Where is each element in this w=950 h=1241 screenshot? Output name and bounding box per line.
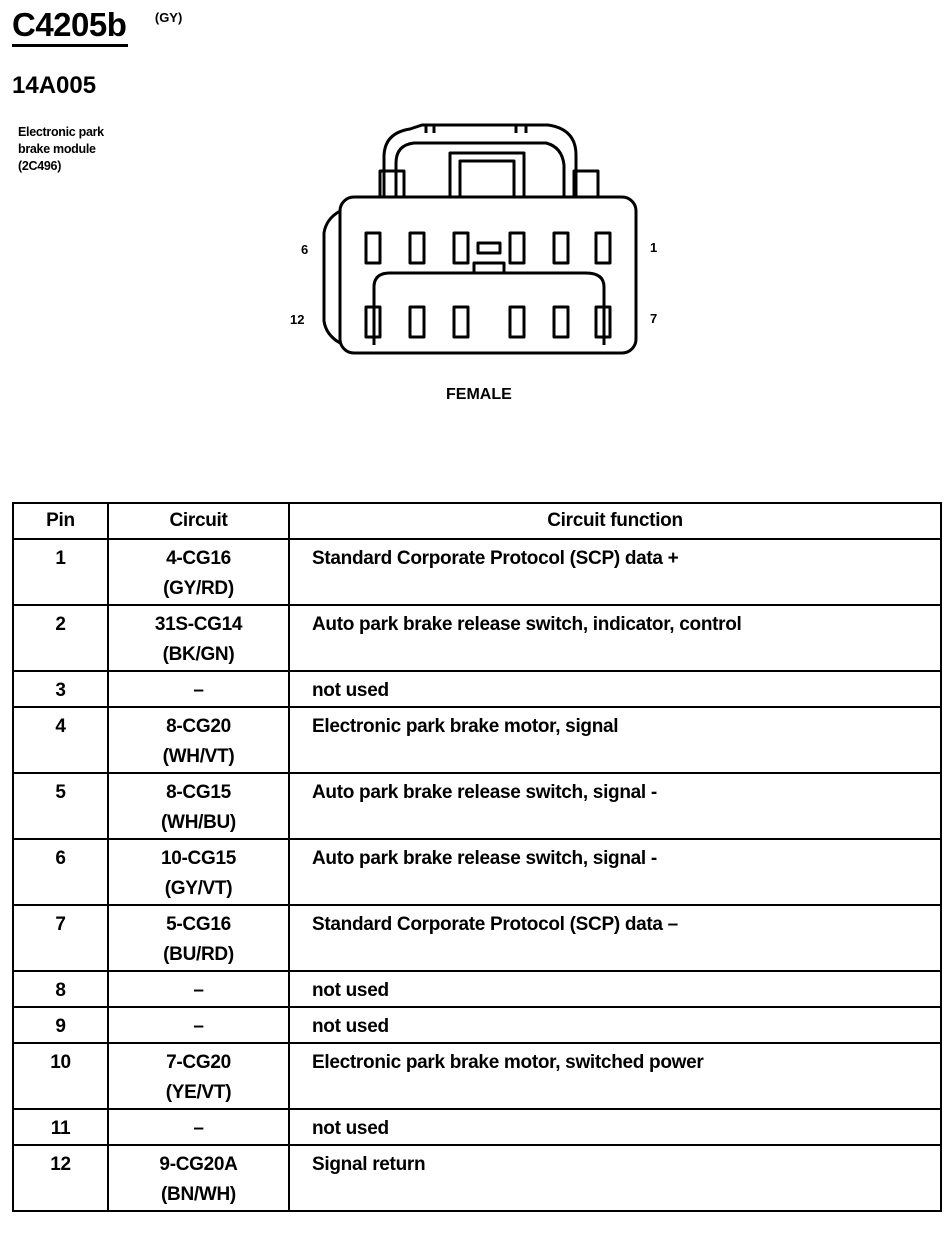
component-description — [18, 124, 158, 175]
circuit-cell — [108, 773, 289, 839]
table-row — [13, 707, 941, 773]
circuit-id: – — [193, 680, 204, 701]
circuit-id: 8-CG15 — [166, 782, 231, 803]
wire-color: (WH/BU) — [161, 812, 236, 833]
wire-color: (YE/VT) — [165, 1082, 232, 1103]
component-line: (2C496) — [18, 159, 62, 173]
pin-cell: 1 — [13, 539, 108, 605]
terminal-cavity — [366, 233, 380, 263]
table-header-row — [13, 503, 941, 539]
function-cell: Standard Corporate Protocol (SCP) data + — [289, 539, 941, 605]
wire-color: (BN/WH) — [161, 1184, 236, 1205]
table-row — [13, 671, 941, 707]
circuit-cell — [108, 1109, 289, 1145]
table-row — [13, 539, 941, 605]
function-cell: not used — [289, 671, 941, 707]
table-row — [13, 773, 941, 839]
circuit-cell — [108, 539, 289, 605]
circuit-cell — [108, 1007, 289, 1043]
pin-cell: 4 — [13, 707, 108, 773]
terminal-cavity — [554, 307, 568, 337]
pin-cell: 7 — [13, 905, 108, 971]
pin-cell: 10 — [13, 1043, 108, 1109]
circuit-id: – — [193, 1118, 204, 1139]
circuit-id: 4-CG16 — [166, 548, 231, 569]
function-cell: not used — [289, 971, 941, 1007]
function-cell: Auto park brake release switch, signal - — [289, 773, 941, 839]
circuit-id: 7-CG20 — [166, 1052, 231, 1073]
pin-cell: 8 — [13, 971, 108, 1007]
circuit-cell — [108, 671, 289, 707]
circuit-id: – — [193, 1016, 204, 1037]
header-pin: Pin — [13, 503, 108, 539]
pinout-table — [12, 502, 942, 1212]
terminal-cavity — [554, 233, 568, 263]
circuit-cell — [108, 605, 289, 671]
wire-color: (BK/GN) — [162, 644, 235, 665]
connector-id: C4205b — [12, 6, 128, 47]
table-row — [13, 839, 941, 905]
table-row — [13, 971, 941, 1007]
circuit-id: 8-CG20 — [166, 716, 231, 737]
part-number: 14A005 — [12, 72, 97, 99]
wire-color: (GY/RD) — [163, 578, 234, 599]
pin-label-top-right: 1 — [650, 240, 658, 255]
pin-label-bottom-right: 7 — [650, 311, 658, 326]
header-circuit: Circuit — [108, 503, 289, 539]
table-row — [13, 605, 941, 671]
circuit-id: – — [193, 980, 204, 1001]
table-row — [13, 1109, 941, 1145]
function-cell: Auto park brake release switch, signal - — [289, 839, 941, 905]
latch-tab — [574, 171, 598, 197]
housing-side-rib — [324, 211, 340, 343]
connector-face-diagram — [310, 115, 650, 365]
function-cell: not used — [289, 1109, 941, 1145]
terminal-cavity — [454, 307, 468, 337]
component-line: brake module — [18, 142, 96, 156]
function-cell: not used — [289, 1007, 941, 1043]
function-cell: Electronic park brake motor, switched power — [289, 1043, 941, 1109]
function-cell: Signal return — [289, 1145, 941, 1211]
table-row — [13, 1007, 941, 1043]
circuit-id: 9-CG20A — [159, 1154, 238, 1175]
table-row — [13, 905, 941, 971]
function-cell: Standard Corporate Protocol (SCP) data – — [289, 905, 941, 971]
terminal-cavity — [410, 233, 424, 263]
pin-cell: 9 — [13, 1007, 108, 1043]
circuit-cell — [108, 707, 289, 773]
circuit-cell — [108, 1043, 289, 1109]
circuit-cell — [108, 971, 289, 1007]
connector-color-code: (GY) — [154, 10, 183, 25]
wire-color: (WH/VT) — [162, 746, 235, 767]
circuit-id: 10-CG15 — [161, 848, 236, 869]
circuit-cell — [108, 1145, 289, 1211]
function-cell: Auto park brake release switch, indicator, control — [289, 605, 941, 671]
pin-label-bottom-left: 12 — [290, 312, 305, 327]
function-cell: Electronic park brake motor, signal — [289, 707, 941, 773]
terminal-cavity — [510, 307, 524, 337]
pin-label-top-left: 6 — [301, 242, 309, 257]
table-row — [13, 1145, 941, 1211]
title-block — [12, 6, 182, 47]
pin-cell: 2 — [13, 605, 108, 671]
pin-cell: 11 — [13, 1109, 108, 1145]
pin-cell: 6 — [13, 839, 108, 905]
pin-cell: 12 — [13, 1145, 108, 1211]
terminal-cavity — [596, 233, 610, 263]
circuit-cell — [108, 839, 289, 905]
table-row — [13, 1043, 941, 1109]
wire-color: (GY/VT) — [164, 878, 233, 899]
pin-cell: 3 — [13, 671, 108, 707]
terminal-cavity — [410, 307, 424, 337]
terminal-cavity — [510, 233, 524, 263]
pin-cell: 5 — [13, 773, 108, 839]
connector-gender: FEMALE — [446, 386, 512, 403]
polarizing-slot — [478, 243, 500, 253]
circuit-id: 31S-CG14 — [154, 614, 243, 635]
circuit-cell — [108, 905, 289, 971]
terminal-cavity — [454, 233, 468, 263]
header-function: Circuit function — [289, 503, 941, 539]
circuit-id: 5-CG16 — [166, 914, 231, 935]
component-line: Electronic park — [18, 125, 104, 139]
wire-color: (BU/RD) — [163, 944, 234, 965]
